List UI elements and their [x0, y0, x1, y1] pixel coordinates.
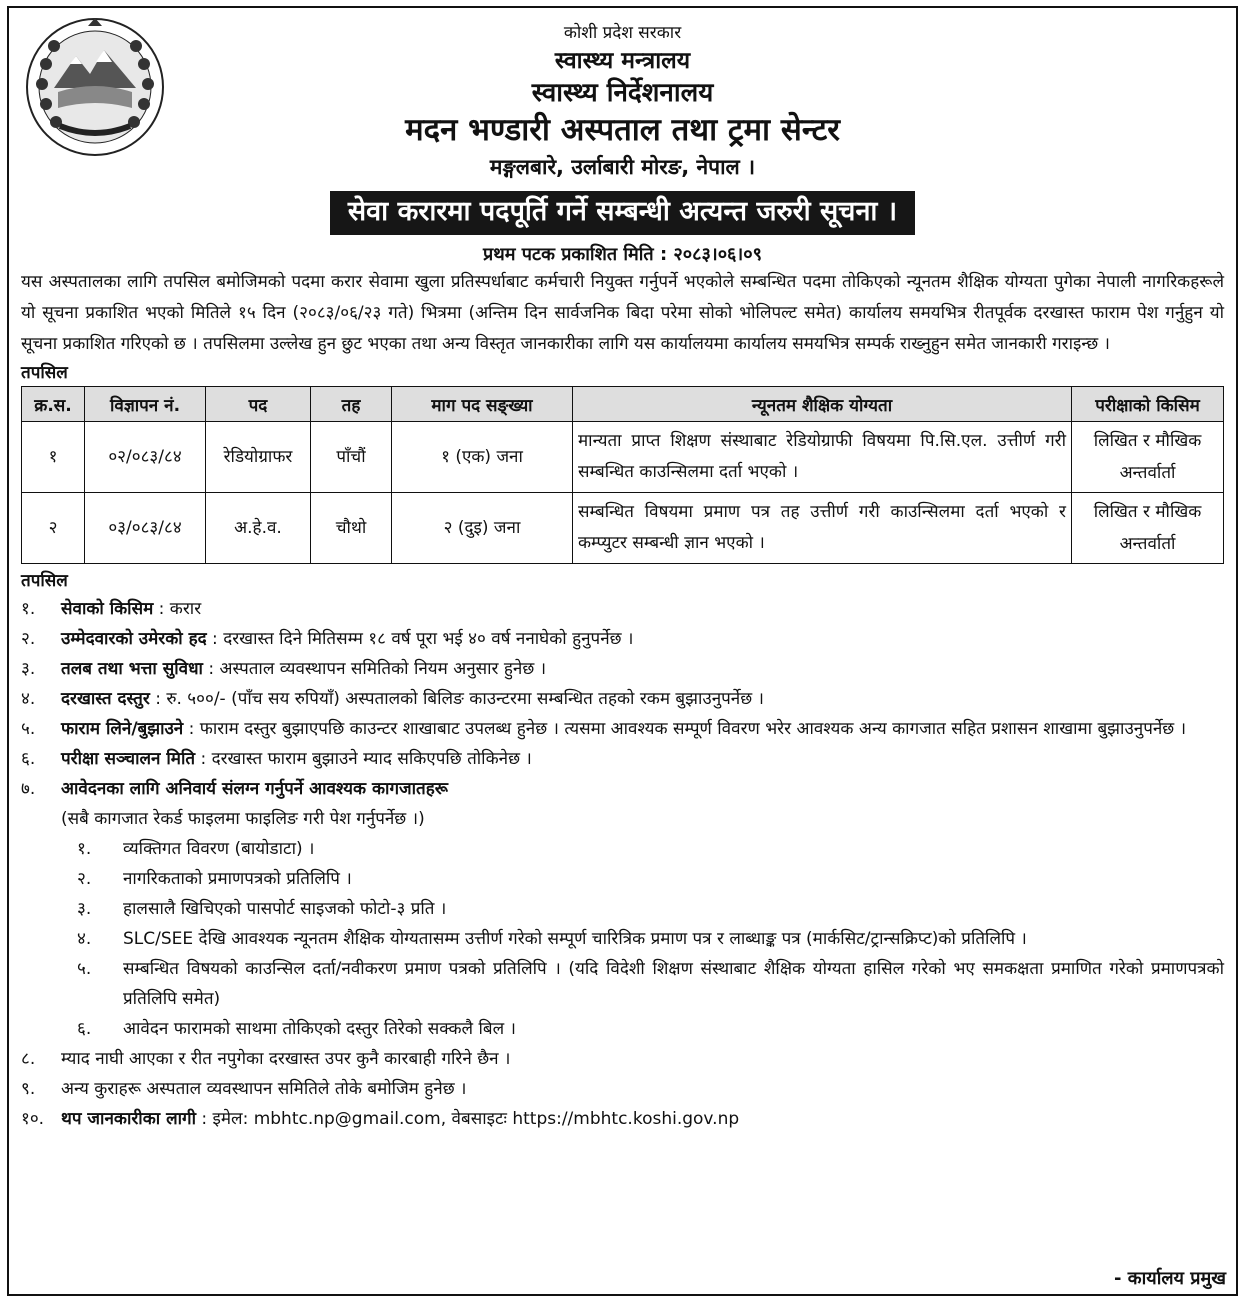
list-item: [21, 864, 1224, 894]
letterhead: [21, 20, 1224, 184]
item-number: ५.: [21, 719, 36, 739]
nepal-emblem-icon: [24, 16, 166, 158]
cell-ad-no: ०२/०८३/८४: [85, 422, 206, 493]
item-number: १०.: [21, 1109, 45, 1129]
cell-sn: २: [22, 493, 85, 564]
item-label: तलब तथा भत्ता सुविधा: [61, 659, 203, 679]
item-text: : अस्पताल व्यवस्थापन समितिको नियम अनुसार हुनेछ ।: [202, 659, 547, 679]
notice-page: [7, 6, 1238, 1296]
item-label: दरखास्त दस्तुर: [61, 689, 150, 709]
directorate-name: स्वास्थ्य निर्देशनालय: [531, 78, 714, 108]
item-number: ३.: [21, 659, 36, 679]
cell-level: पाँचौं: [311, 422, 392, 493]
item-label: आवेदनका लागि अनिवार्य संलग्न गर्नुपर्ने आवश्यक कागजातहरू: [61, 779, 448, 799]
list-item: [21, 834, 1224, 864]
item-label: थप जानकारीका लागी: [61, 1109, 196, 1129]
item-number: ४.: [77, 929, 92, 949]
list-item: [21, 1104, 1224, 1134]
documents-note: (सबै कागजात रेकर्ड फाइलमा फाइलिङ गरी पेश गर्नुपर्नेछ ।): [61, 809, 425, 829]
item-number: ८.: [21, 1049, 36, 1069]
terms-heading: तपसिल: [21, 571, 68, 591]
terms-section: [21, 568, 1224, 1134]
item-number: ६.: [77, 1019, 92, 1039]
vacancy-table: [21, 386, 1224, 564]
item-text: नागरिकताको प्रमाणपत्रको प्रतिलिपि ।: [123, 869, 352, 889]
ministry-name: स्वास्थ्य मन्त्रालय: [554, 48, 691, 74]
list-item: [21, 1074, 1224, 1104]
item-number: ९.: [21, 1079, 36, 1099]
cell-ad-no: ०३/०८३/८४: [85, 493, 206, 564]
list-item: [21, 954, 1224, 1014]
item-text: : फाराम दस्तुर बुझाएपछि काउन्टर शाखाबाट उपलब्ध हुनेछ । त्यसमा आवश्यक सम्पूर्ण विवरण भरेर आवश्यक अन्य कागजात सहित प्रशासन शाखामा बुझाउनुपर्नेछ ।: [183, 719, 1187, 739]
item-text: अन्य कुराहरू अस्पताल व्यवस्थापन समितिले तोके बमोजिम हुनेछ ।: [61, 1079, 467, 1099]
item-number: ४.: [21, 689, 36, 709]
office-head-signature: - कार्यालय प्रमुख: [1114, 1268, 1226, 1289]
item-label: परीक्षा सञ्चालन मिति: [61, 749, 196, 769]
table-row: [22, 493, 1224, 564]
item-number: २.: [77, 869, 92, 889]
item-number: १.: [21, 599, 36, 619]
item-text: : रु. ५००/- (पाँच सय रुपियाँ) अस्पतालको बिलिङ काउन्टरमा सम्बन्धित तहको रकम बुझाउनुपर्नेछ ।: [149, 689, 764, 709]
cell-count: २ (दुइ) जना: [392, 493, 573, 564]
item-number: ५.: [77, 959, 92, 979]
list-item: [21, 684, 1224, 714]
item-text: व्यक्तिगत विवरण (बायोडाटा) ।: [123, 839, 315, 859]
list-item: [21, 744, 1224, 774]
item-text: म्याद नाघी आएका र रीत नपुगेका दरखास्त उपर कुनै कारबाही गरिने छैन ।: [61, 1049, 511, 1069]
item-number: ३.: [77, 899, 92, 919]
list-item: [21, 1044, 1224, 1074]
item-text: हालसालै खिचिएको पासपोर्ट साइजको फोटो-३ प्रति ।: [123, 899, 447, 919]
col-ad-no: विज्ञापन नं.: [85, 387, 206, 422]
cell-exam-type: लिखित र मौखिक अन्तर्वार्ता: [1072, 422, 1224, 493]
cell-post: रेडियोग्राफर: [206, 422, 311, 493]
col-count: माग पद सङ्ख्या: [392, 387, 573, 422]
item-text: SLC/SEE देखि आवश्यक न्यूनतम शैक्षिक योग्यतासम्म उत्तीर्ण गरेको सम्पूर्ण चारित्रिक प्रमाण पत्र र लाब्धाङ्क पत्र (मार्कसिट/ट्रान्सक्रिप्ट)को प्रतिलिपि ।: [123, 929, 1027, 949]
col-level: तह: [311, 387, 392, 422]
cell-qualification: सम्बन्धित विषयमा प्रमाण पत्र तह उत्तीर्ण गरी काउन्सिलमा दर्ता भएको र कम्प्युटर सम्बन्धी ज्ञान भएको ।: [573, 493, 1072, 564]
list-item: [21, 714, 1224, 744]
list-item: [21, 894, 1224, 924]
list-item: [21, 624, 1224, 654]
cell-exam-type: लिखित र मौखिक अन्तर्वार्ता: [1072, 493, 1224, 564]
cell-count: १ (एक) जना: [392, 422, 573, 493]
list-item: [21, 654, 1224, 684]
publish-date: प्रथम पटक प्रकाशित मिति : २०८३।०६।०९: [483, 244, 762, 265]
intro-paragraph: यस अस्पतालका लागि तपसिल बमोजिमको पदमा करार सेवामा खुला प्रतिस्पर्धाबाट कर्मचारी नियुक्त गर्नुपर्ने भएकोले सम्बन्धित पदमा तोकिएको न्यूनतम शैक्षिक योग्यता पुगेका नेपाली नागरिकहरूले यो सूचना प्रकाशित भएको मितिले १५ दिन (२०८३/०६/२३ गते) भित्रमा (अन्तिम दिन सार्वजनिक बिदा परेमा सोको भोलिपल्ट समेत) कार्यालय समयभित्र रीतपूर्वक दरखास्त फाराम पेश गर्नुहुन यो सूचना प्रकाशित गरिएको छ । तपसिलमा उल्लेख हुन छुट भएका तथा अन्य विस्तृत जानकारीका लागि यस कार्यालयमा कार्यालय समयभित्र सम्पर्क राख्नुहुन समेत जानकारी गराइन्छ ।: [21, 272, 1224, 354]
item-text: : दरखास्त फाराम बुझाउने म्याद सकिएपछि तोकिनेछ ।: [195, 749, 532, 769]
col-qualification: न्यूनतम शैक्षिक योग्यता: [573, 387, 1072, 422]
col-post: पद: [206, 387, 311, 422]
item-text: सम्बन्धित विषयको काउन्सिल दर्ता/नवीकरण प्रमाण पत्रको प्रतिलिपि । (यदि विदेशी शिक्षण संस्थाबाट शैक्षिक योग्यता हासिल गरेको भए समकक्षता प्रमाणित गरेको प्रमाणपत्रको प्रतिलिपि समेत): [123, 959, 1224, 1009]
col-sn: क्र.स.: [22, 387, 85, 422]
table-row: [22, 422, 1224, 493]
item-text: : दरखास्त दिने मितिसम्म १८ वर्ष पूरा भई ४० वर्ष ननाघेको हुनुपर्नेछ ।: [206, 629, 634, 649]
hospital-name: मदन भण्डारी अस्पताल तथा ट्रमा सेन्टर: [405, 112, 840, 148]
notice-title-banner: सेवा करारमा पदपूर्ति गर्ने सम्बन्धी अत्यन्त जरुरी सूचना ।: [330, 191, 915, 235]
item-number: ६.: [21, 749, 36, 769]
list-item: [21, 594, 1224, 624]
cell-sn: १: [22, 422, 85, 493]
item-label: सेवाको किसिम: [61, 599, 154, 619]
item-text: : करार: [153, 599, 202, 619]
list-item: [21, 774, 1224, 804]
table-header-row: [22, 387, 1224, 422]
cell-qualification: मान्यता प्राप्त शिक्षण संस्थाबाट रेडियोग्राफी विषयमा पि.सि.एल. उत्तीर्ण गरी सम्बन्धित काउन्सिलमा दर्ता भएको ।: [573, 422, 1072, 493]
province-government: कोशी प्रदेश सरकार: [563, 23, 682, 43]
hospital-address: मङ्गलबारे, उर्लाबारी मोरङ, नेपाल ।: [489, 155, 756, 179]
item-text: : इमेल: mbhtc.np@gmail.com, वेबसाइटः https://mbhtc.koshi.gov.np: [196, 1109, 740, 1129]
item-number: ७.: [21, 779, 36, 799]
item-label: उम्मेदवारको उमेरको हद: [61, 629, 207, 649]
item-label: फाराम लिने/बुझाउने: [61, 719, 184, 739]
item-number: २.: [21, 629, 36, 649]
table-heading: तपसिल: [21, 363, 68, 383]
item-text: आवेदन फारामको साथमा तोकिएको दस्तुर तिरेको सक्कलै बिल ।: [123, 1019, 516, 1039]
list-item: [21, 1014, 1224, 1044]
cell-level: चौथो: [311, 493, 392, 564]
cell-post: अ.हे.व.: [206, 493, 311, 564]
list-item: [21, 924, 1224, 954]
documents-list: [21, 834, 1224, 1044]
item-number: १.: [77, 839, 92, 859]
col-exam-type: परीक्षाको किसिम: [1072, 387, 1224, 422]
